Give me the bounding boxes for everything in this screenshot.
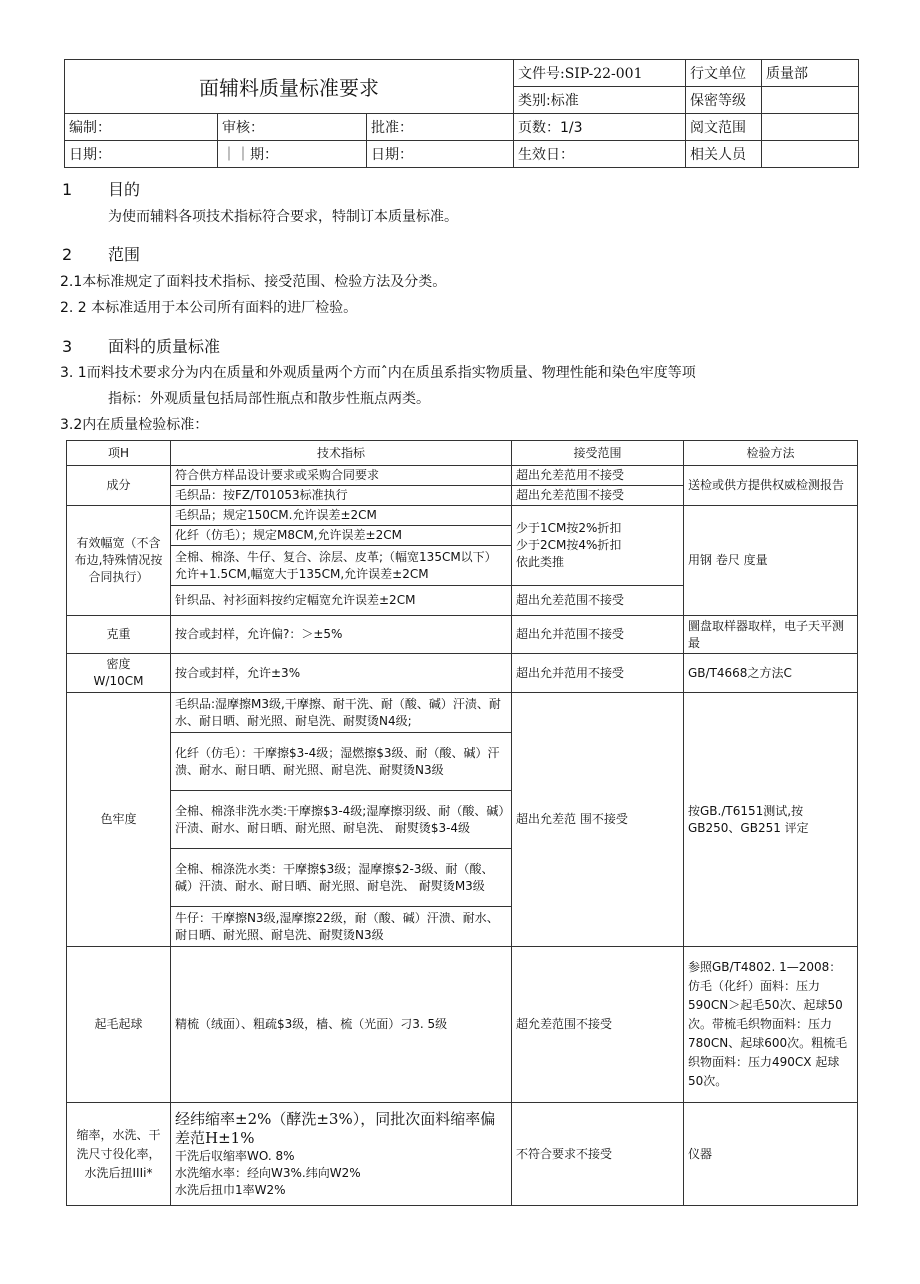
shrinkage-spec (171, 1103, 512, 1206)
width-spec-4: 针织品、衬衫面料按约定幅宽允许误差±2CM (171, 586, 512, 616)
shrinkage-spec-main: 经纬缩率±2%（酵洗±3%），同批次面料缩率偏差范H±1% (175, 1109, 496, 1147)
section-3-2-text: 3.2内在质量检验标准： (60, 417, 209, 433)
table-row (67, 693, 858, 733)
fastness-spec-1: 毛织品:湿摩擦M3级,干摩擦、耐干洗、耐（酸、碱）汗渍、耐水、耐日晒、耐光照、耐皂洗、耐熨烫N4级; (171, 693, 512, 733)
section-2-title: 范围 (108, 245, 141, 264)
document-title: 面辅料质量标准要求 (65, 60, 514, 114)
section-3-1-text: 3. 1而料技术要求分为内在质量和外观质量两个方而ˆ内在质虽系指实物质量、物理性能和染色牢度等项 (60, 365, 696, 381)
weight-spec: 按合或封样，允许偏?：＞±5% (171, 616, 512, 654)
fastness-spec-4: 全棉、棉涤洗水类：干摩擦$3级；湿摩擦$2-3级、耐（酸、碱）汗渍、耐水、耐日晒、耐光照、耐皂洗、 耐熨烫M3级 (171, 849, 512, 907)
width-accept-1: 少于1CM按2%折扣 少于2CM按4%折扣 依此类推 (512, 506, 684, 586)
width-accept-2: 超出允差范围不接受 (512, 586, 684, 616)
composition-spec-1: 符合供方样品设计要求或采购合同要求 (171, 466, 512, 486)
document-header-table (64, 59, 859, 168)
fastness-spec-3: 全棉、棉涤非洗水类:干摩擦$3-4级;湿摩擦羽级、耐（酸、碱）汗渍、耐水、耐日晒、耐光照、耐皂洗、 耐熨烫$3-4级 (171, 791, 512, 849)
table-row (67, 506, 858, 526)
doc-number: 文件号:SIP-22-001 (514, 60, 686, 87)
weight-method: 圜盘取样器取样，电子天平测最 (684, 616, 858, 654)
read-scope-label: 阅文范围 (686, 114, 762, 141)
issuing-unit-label: 行文单位 (686, 60, 762, 87)
section-2-2-text: 2. 2 本标准适用于本公司所有面料的进厂检验。 (60, 300, 358, 316)
pilling-accept: 超允差范围不接受 (512, 947, 684, 1103)
issuing-unit-value: 质量部 (762, 60, 859, 87)
composition-accept-2: 超出允差范围不接受 (512, 486, 684, 506)
date-field-1: 日期： (65, 141, 218, 168)
section-1-title: 目的 (108, 180, 141, 199)
section-1-number: 1 (62, 180, 73, 199)
shrinkage-spec-2: 干洗后収缩率WO. 8% (175, 1148, 295, 1163)
fastness-spec-2: 化纤（仿毛）：干摩擦$3-4级；湿燃擦$3级、耐（酸、碱）汗溃、耐水、耐日晒、耐光照、耐皂洗、耐熨烫N3级 (171, 733, 512, 791)
shrinkage-spec-4: 水洗后扭巾1率W2% (175, 1182, 286, 1197)
doc-category: 类别:标准 (514, 87, 686, 114)
header-spec: 技术指标 (171, 441, 512, 466)
density-method: GB/T4668之方法C (684, 654, 858, 693)
editor-field: 编制： (65, 114, 218, 141)
related-persons-value (762, 141, 859, 168)
item-shrinkage: 缩率，水洗、干洗尺寸役化率，水洗后扭IIIi* (67, 1103, 171, 1206)
section-2-number: 2 (62, 245, 73, 264)
secrecy-label: 保密等级 (686, 87, 762, 114)
section-2-heading (62, 242, 140, 265)
date-field-3: 日期： (367, 141, 514, 168)
item-weight: 克重 (67, 616, 171, 654)
item-density: 密度 W/10CM (67, 654, 171, 693)
fastness-spec-5: 牛仔：干摩擦N3级,湿摩擦22级，耐（酸、碱）汗溃、耐水、耐日晒、耐光照、耐皂洗、耐熨烫N3级 (171, 907, 512, 947)
pilling-spec: 精梳（绒面）、粗疏$3级，樯、梳（光面）刁3. 5级 (171, 947, 512, 1103)
header-accept: 接受范围 (512, 441, 684, 466)
composition-method: 送检或供方提供权威检测报告 (684, 466, 858, 506)
header-method: 检验方法 (684, 441, 858, 466)
date-field-2: ｜｜期： (218, 141, 367, 168)
width-method: 用钢 卷尺 度量 (684, 506, 858, 616)
section-1-text: 为使而辅料各项技术指标符合要求，特制订本质量标准。 (108, 209, 458, 225)
related-persons-label: 相关人员 (686, 141, 762, 168)
shrinkage-accept: 不符合要求不接受 (512, 1103, 684, 1206)
section-3-heading (62, 334, 220, 357)
density-accept: 超出允并范用不接受 (512, 654, 684, 693)
table-row (67, 466, 858, 486)
page-count: 页数：1/3 (514, 114, 686, 141)
density-spec: 按合或封样，允许±3% (171, 654, 512, 693)
item-color-fastness: 色牢度 (67, 693, 171, 947)
quality-standard-table (66, 440, 858, 1206)
effective-date: 生效日： (514, 141, 686, 168)
fastness-accept: 超出允差范 围不接受 (512, 693, 684, 947)
section-3-title: 面料的质量标准 (108, 337, 221, 356)
read-scope-value (762, 114, 859, 141)
item-pilling: 起毛起球 (67, 947, 171, 1103)
table-row (67, 1103, 858, 1206)
item-composition: 成分 (67, 466, 171, 506)
table-header-row (67, 441, 858, 466)
reviewer-field: 审核： (218, 114, 367, 141)
header-item: 项H (67, 441, 171, 466)
composition-spec-2: 毛织品：按FZ/T01053标准执行 (171, 486, 512, 506)
secrecy-value (762, 87, 859, 114)
section-1-heading (62, 177, 140, 200)
width-spec-2: 化纤（仿毛）；规定M8CM,允许误差±2CM (171, 526, 512, 546)
width-spec-3: 全棉、棉涤、牛仔、复合、涂层、皮革;（幅宽135CM以下）允许+1.5CM,幅宽大于135CM,允许误差±2CM (171, 546, 512, 586)
item-effective-width: 有效幅宽（不含布边,特殊情况按合同执行） (67, 506, 171, 616)
shrinkage-spec-3: 水洗缩水率：经向W3%.纬向W2% (175, 1165, 361, 1180)
fastness-method: 按GB./T6151测试,按GB250、GB251 评定 (684, 693, 858, 947)
shrinkage-method: 仪器 (684, 1103, 858, 1206)
section-3-number: 3 (62, 337, 73, 356)
weight-accept: 超出允并范围不接受 (512, 616, 684, 654)
pilling-method: 参照GB/T4802. 1—2008：仿毛（化纤）面料：压力590CN＞起毛50次、起球50次。带梳毛织物面料：压力780CN、起球600次。粗梳毛织物面料：压力490CX 起球50次。 (684, 947, 858, 1103)
table-row (67, 654, 858, 693)
width-spec-1: 毛织品；规定150CM.允许误差±2CM (171, 506, 512, 526)
section-3-1-text-cont: 指标：外观质量包括局部性瓶点和散步性瓶点两类。 (108, 391, 430, 407)
composition-accept-1: 超出允差范用不接受 (512, 466, 684, 486)
section-2-1-text: 2.1本标准规定了面料技术指标、接受范围、检验方法及分类。 (60, 274, 447, 290)
approver-field: 批准： (367, 114, 514, 141)
table-row (67, 947, 858, 1103)
table-row (67, 616, 858, 654)
